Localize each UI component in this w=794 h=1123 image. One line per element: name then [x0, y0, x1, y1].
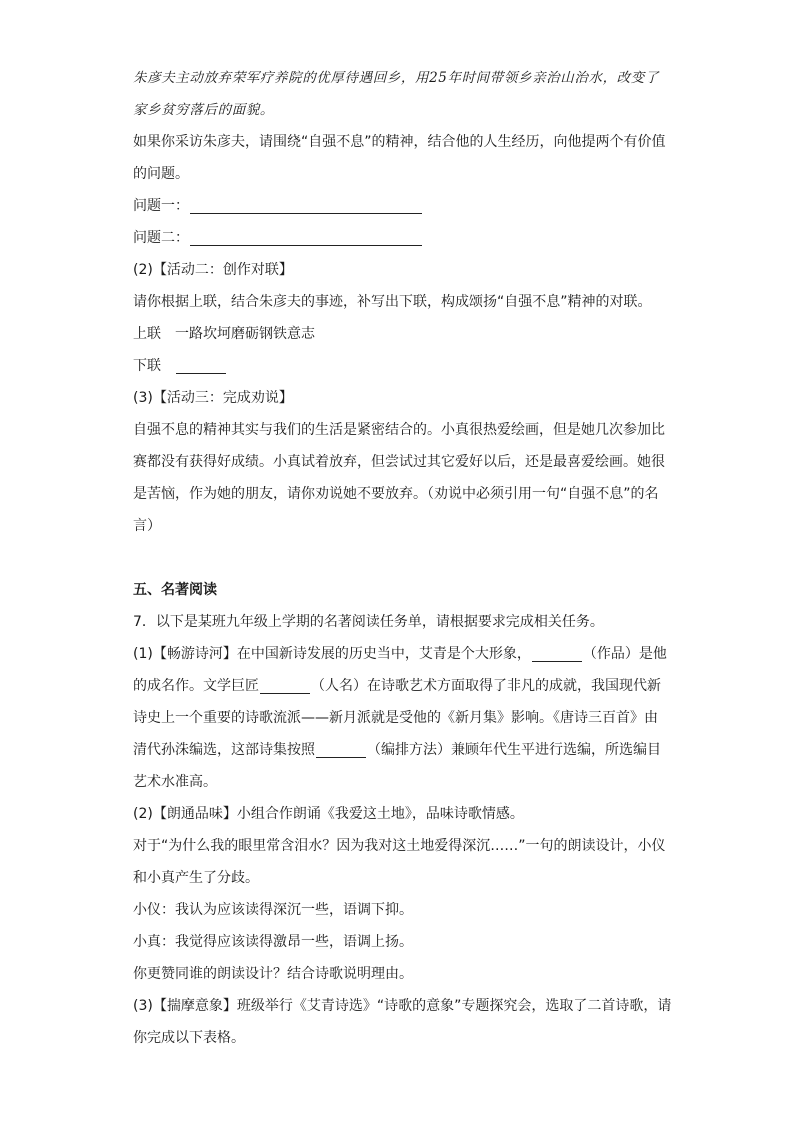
task2-line-1: 对于“为什么我的眼里常含泪水？因为我对这土地爱得深沉……”一句的朗读设计，小仪 [133, 838, 666, 854]
task1-text-a: (1)【畅游诗河】在中国新诗发展的历史当中，艾青是个大形象， [133, 646, 531, 662]
task1-line-4 [133, 734, 663, 766]
activity2-prompt: 请你根据上联，结合朱彦夫的事迹，补写出下联，构成颂扬“自强不息”精神的对联。 [133, 294, 652, 310]
activity3-line-4: 言） [133, 518, 161, 534]
passage-line-1: 朱彦夫主动放弃荣军疗养院的优厚待遇回乡，用25年时间带领乡亲治山治水，改变了 [133, 70, 659, 86]
task1-line-5: 艺术水准高。 [133, 774, 217, 790]
activity3-line-3: 是苦恼，作为她的朋友，请你劝说她不要放弃。（劝说中必须引用一句“自强不息”的名 [133, 486, 659, 502]
passage-line-2: 家乡贫穷落后的面貌。 [133, 102, 274, 118]
task1-text-c: 的成名作。文学巨匠 [133, 678, 259, 694]
task3-line-1: (3)【揣摩意象】班级举行《艾青诗选》“诗歌的意象”专题探究会，选取了二首诗歌，请 [133, 998, 672, 1014]
task2-title: (2)【朗通品味】小组合作朗诵《我爱这土地》，品味诗歌情感。 [133, 806, 524, 822]
task1-line-3: 诗史上一个重要的诗歌流派——新月派就是受他的《新月集》影响。《唐诗三百首》由 [133, 710, 658, 726]
task1-text-b: （作品）是他 [582, 646, 667, 662]
lower-couplet-blank[interactable] [176, 355, 226, 374]
upper-couplet-label: 上联 [133, 326, 161, 342]
page-content [133, 62, 672, 1054]
upper-couplet-text: 一路坎坷磨砺钢铁意志 [175, 326, 315, 342]
task1-text-g: （编排方法）兼顾年代生平进行选编，所选编目 [367, 742, 661, 758]
task2-line-2: 和小真产生了分歧。 [133, 870, 259, 886]
lower-couplet-row [133, 350, 663, 382]
task2-xiaoyi: 小仪：我认为应该读得深沉一些，语调下抑。 [133, 902, 413, 918]
activity1-prompt-line-2: 的问题。 [133, 166, 189, 182]
activity3-title: (3)【活动三：完成劝说】 [133, 390, 293, 406]
upper-couplet-row [133, 318, 663, 350]
activity3-line-2: 赛都没有获得好成绩。小真试着放弃，但尝试过其它爱好以后，还是最喜爱绘画。她很 [133, 454, 665, 470]
task1-text-d: （人名）在诗歌艺术方面取得了非凡的成就，我国现代新 [311, 678, 661, 694]
question-one-row [133, 190, 663, 222]
lower-couplet-label: 下联 [133, 358, 161, 374]
task2-xiaozhen: 小真：我觉得应该读得激昂一些，语调上扬。 [133, 934, 413, 950]
question-seven-intro: 7．以下是某班九年级上学期的名著阅读任务单，请根据要求完成相关任务。 [133, 614, 604, 630]
question-one-blank[interactable] [190, 195, 422, 214]
task1-line-1 [133, 638, 667, 670]
task3-line-2: 你完成以下表格。 [133, 1030, 245, 1046]
activity1-prompt-line-1: 如果你采访朱彦夫，请围绕“自强不息”的精神，结合他的人生经历，向他提两个有价值 [133, 134, 666, 150]
task1-work-blank[interactable] [532, 643, 582, 662]
activity3-line-1: 自强不息的精神其实与我们的生活是紧密结合的。小真很热爱绘画，但是她几次参加比 [133, 422, 665, 438]
task1-line-2 [133, 670, 663, 702]
question-two-label: 问题二： [133, 230, 189, 246]
activity2-title: (2)【活动二：创作对联】 [133, 262, 293, 278]
section-five-heading: 五、名著阅读 [133, 582, 217, 598]
question-two-row [133, 222, 663, 254]
question-one-label: 问题一： [133, 198, 189, 214]
task1-text-f: 清代孙洙编选，这部诗集按照 [133, 742, 315, 758]
task2-question: 你更赞同谁的朗读设计？结合诗歌说明理由。 [133, 966, 413, 982]
task1-person-blank[interactable] [260, 675, 310, 694]
task1-method-blank[interactable] [316, 739, 366, 758]
question-two-blank[interactable] [190, 227, 422, 246]
